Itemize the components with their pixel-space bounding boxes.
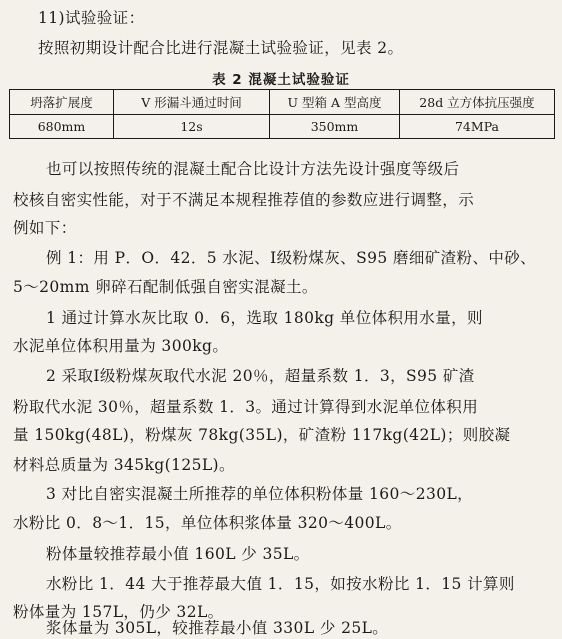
body-line: 浆体量为 305L，较推荐最小值 330L 少 25L。 [46,619,389,637]
section-heading: 11)试验验证： [38,9,145,27]
body-line: 材料总质量为 345kg(125L)。 [13,456,235,474]
table-header-cell: 坍落扩展度 [10,90,114,115]
body-line: 2 采取Ⅰ级粉煤灰取代水泥 20％，超量系数 1．3，S95 矿渣 [46,367,475,385]
table-cell: 350mm [270,115,400,139]
body-line: 1 通过计算水灰比取 0．6，选取 180kg 单位体积用水量，则 [46,309,483,327]
body-line: 例 1：用 P．O．42．5 水泥、Ⅰ级粉煤灰、S95 磨细矿渣粉、中砂、 [46,249,537,267]
table-header-cell: V 形漏斗通过时间 [114,90,270,115]
body-line: 5～20mm 卵碎石配制低强自密实混凝土。 [13,278,318,296]
table-cell: 12s [114,115,270,139]
table-cell: 74MPa [400,115,555,139]
body-line: 水泥单位体积用量为 300kg。 [13,337,229,355]
table-header-cell: 28d 立方体抗压强度 [400,90,555,115]
table-header-row [10,90,555,115]
body-line: 例如下： [13,219,77,237]
body-line: 水粉比 1．44 大于推荐最大值 1．15，如按水粉比 1．15 计算则 [46,575,515,593]
body-line: 量 150kg(48L)，粉煤灰 78kg(35L)，矿渣粉 117kg(42L)；则胶凝 [13,426,511,444]
body-line: 校核自密实性能，对于不满足本规程推荐值的参数应进行调整，示 [13,191,475,209]
table-cell: 680mm [10,115,114,139]
body-line: 粉体量较推荐最小值 160L 少 35L。 [46,545,310,563]
body-line: 水粉比 0．8～1．15，单位体积浆体量 320～400L。 [13,514,402,532]
table-row [10,115,555,139]
body-line: 粉体量为 157L，仍少 32L。 [13,603,224,621]
test-table [9,89,555,139]
table-title: 表 2 混凝土试验验证 [212,72,350,88]
body-line: 也可以按照传统的混凝土配合比设计方法先设计强度等级后 [46,160,460,178]
body-line: 3 对比自密实混凝土所推荐的单位体积粉体量 160～230L， [46,485,474,503]
table-header-cell: U 型箱 A 型高度 [270,90,400,115]
body-line: 粉取代水泥 30％，超量系数 1．3。通过计算得到水泥单位体积用 [13,398,479,416]
intro-paragraph: 按照初期设计配合比进行混凝土试验验证，见表 2。 [38,39,404,57]
